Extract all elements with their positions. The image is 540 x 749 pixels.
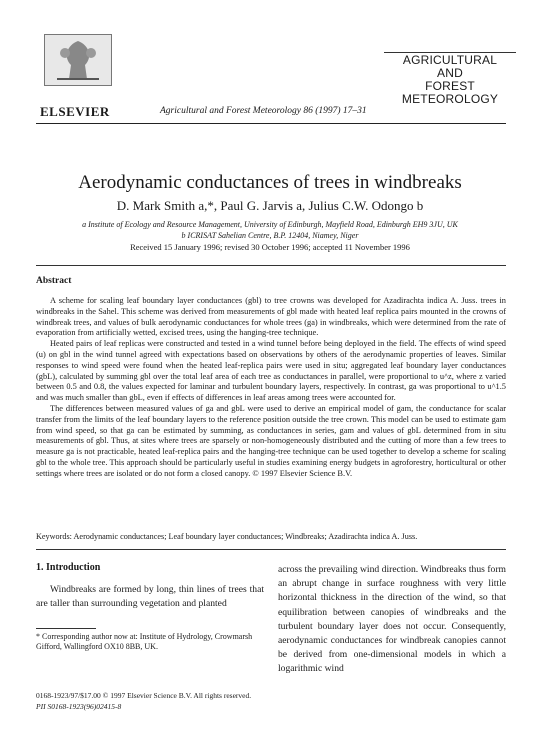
abstract-top-rule	[36, 265, 506, 266]
pii-line: PII S0168-1923(96)02415-8	[36, 702, 122, 711]
body-paragraph: Windbreaks are formed by long, thin lines of trees that are taller than surrounding vegetation and planted	[36, 584, 264, 610]
publisher-name: ELSEVIER	[40, 104, 110, 119]
article-title: Aerodynamic conductances of trees in windbreaks	[78, 172, 462, 193]
abstract-paragraph: The differences between measured values of ga and gbL were used to derive an empirical model of gam, the conductance for scalar transfer from the limits of the leaf boundary layers to the reference position outside the tree crown. This model can be used to estimate gam from wind speed, so that ga can be estimated by summing, as conductances in series, gam and values of gbL determined from in situ measurements of gbl. Thus, at sites where trees are sparsely or non-homogeneously distributed and the cutting of more than a few trees to measure ga is not practicable, heated leaf-replica pairs and the hanging-tree technique can be used together to develop a scheme for scaling gbl to the whole tree. This approach should be particularly useful in studies examining energy budgets in agroforestry, horticultural or other settings where trees are isolated or do not form a closed canopy. © 1997 Elsevier Science B.V.	[36, 403, 506, 478]
copyright-line: 0168-1923/97/$17.00 © 1997 Elsevier Science B.V. All rights reserved.	[36, 691, 252, 700]
body-paragraph: across the prevailing wind direction. Windbreaks thus form an abrupt change in surface roughness with very little horizontal thickness in the direction of the wind, so that equilibration between canopies of windbreaks and the turbulent boundary layer does not occur. Consequently, aerodynamic conductances for windbreak canopies cannot be derived from one-dimensional models in which a logarithmic wind	[278, 564, 506, 675]
received-dates: Received 15 January 1996; revised 30 October 1996; accepted 11 November 1996	[130, 242, 410, 252]
journal-name: AGRICULTURAL AND FOREST METEOROLOGY	[401, 53, 499, 106]
keywords: Keywords: Aerodynamic conductances; Leaf boundary layer conductances; Windbreaks; Azadirachta indica A. Juss.	[36, 532, 418, 541]
body-left-column	[36, 583, 264, 611]
elsevier-logo	[44, 34, 112, 86]
affiliation-a: a Institute of Ecology and Resource Management, University of Edinburgh, Mayfield Road, Edinburgh EH9 3JU, UK	[82, 220, 458, 229]
abstract-paragraph: Heated pairs of leaf replicas were constructed and tested in a wind tunnel before being deployed in the field. The effects of wind speed (u) on gbl in the wind tunnel agreed with expectations based on observations by others of the aerodynamic properties of leaves. Similar responses to wind speed were found when the heated leaf-replica pairs were used in situ; aggregated leaf boundary layer conductances (gbL), calculated by summing gbl over the total leaf area of each tree as conductances in parallel, were proportional to u^z, where z varied between 0.5 and 0.8, the values expected for laminar and turbulent boundary layers, respectively. In contrast, ga was proportional to u^1.5 and was much smaller than gbL, even if effects of differences in leaf areas among trees were accounted for.	[36, 339, 506, 403]
abstract-body	[36, 296, 506, 480]
affiliation-b: b ICRISAT Sahelian Centre, B.P. 12404, Niamey, Niger	[181, 231, 359, 240]
body-right-column	[278, 563, 506, 677]
header-divider	[36, 123, 506, 124]
journal-citation: Agricultural and Forest Meteorology 86 (1997) 17–31	[160, 106, 367, 116]
article-authors: D. Mark Smith a,*, Paul G. Jarvis a, Julius C.W. Odongo b	[116, 198, 424, 213]
section-heading: 1. Introduction	[36, 562, 101, 573]
corresponding-author-footnote: * Corresponding author now at: Institute of Hydrology, Crowmarsh Gifford, Wallingford OX10 8BB, UK.	[36, 632, 253, 651]
abstract-heading: Abstract	[36, 276, 72, 286]
footnote-rule	[36, 628, 96, 629]
abstract-paragraph: A scheme for scaling leaf boundary layer conductances (gbl) to tree crowns was developed for Azadirachta indica A. Juss. trees in windbreaks in the Sahel. This scheme was derived from measurements of gbl made with heated leaf replica pairs mounted in the crowns of windbreak trees, and values of bulk aerodynamic conductances for whole trees (ga) in windbreaks, which were determined from the rate of evaporation from artificially wetted, excised trees, using the hanging-tree technique.	[36, 296, 506, 338]
abstract-bottom-rule	[36, 549, 506, 550]
